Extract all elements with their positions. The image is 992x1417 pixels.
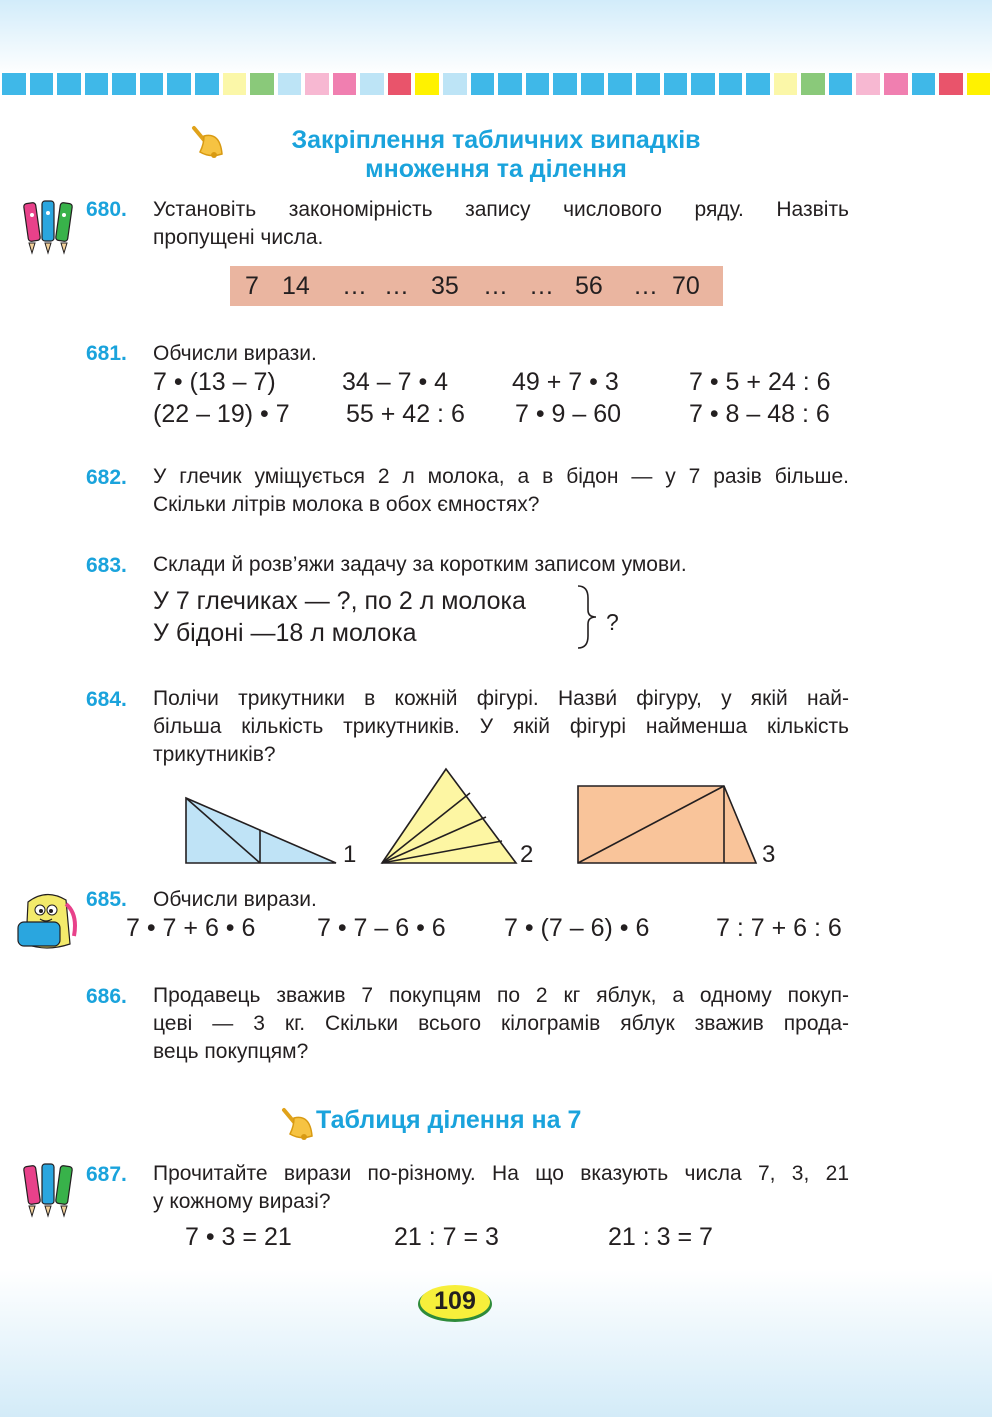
strip-cell xyxy=(663,72,689,96)
strip-cell xyxy=(56,72,82,96)
curly-brace xyxy=(574,584,600,650)
strip-cell xyxy=(497,72,523,96)
exercise-684-text xyxy=(153,685,849,769)
strip-cell xyxy=(745,72,771,96)
exercise-681-title: Обчисли вирази. xyxy=(153,342,317,365)
exercise-686-line3: вець покупцям? xyxy=(153,1040,309,1063)
exercise-684-line3: трикутників? xyxy=(153,743,276,766)
exercise-685-title: Обчисли вирази. xyxy=(153,888,317,911)
sequence-item: … xyxy=(483,272,508,300)
strip-cell xyxy=(166,72,192,96)
number-sequence xyxy=(230,266,723,306)
strip-cell xyxy=(359,72,385,96)
exercise-680-text xyxy=(153,196,849,252)
strip-cell xyxy=(580,72,606,96)
strip-cell xyxy=(635,72,661,96)
exercise-687-line2: у кожному виразі? xyxy=(153,1190,331,1213)
exercise-680-line2: пропущені числа. xyxy=(153,226,324,249)
expression-681-2-3: 7 • 9 – 60 xyxy=(515,400,622,428)
sequence-item: 56 xyxy=(575,272,603,300)
strip-cell xyxy=(249,72,275,96)
strip-cell xyxy=(855,72,881,96)
expression-685-1: 7 • 7 + 6 • 6 xyxy=(126,914,256,942)
condition-line1: У 7 глечиках — ?, по 2 л молока xyxy=(153,587,526,615)
expression-681-2-1: (22 – 19) • 7 xyxy=(153,400,290,428)
exercise-686-line2: цеві — 3 кг. Скільки всього кілограмів яблук зважив прода- xyxy=(153,1012,849,1035)
exercise-number-686: 686. xyxy=(86,985,127,1008)
expression-681-1-4: 7 • 5 + 24 : 6 xyxy=(689,368,831,396)
strip-cell xyxy=(194,72,220,96)
strip-cell xyxy=(911,72,937,96)
strip-cell xyxy=(139,72,165,96)
sequence-item: 35 xyxy=(431,272,459,300)
figure-label-2: 2 xyxy=(520,841,534,868)
exercise-number-687: 687. xyxy=(86,1163,127,1186)
strip-cell xyxy=(883,72,909,96)
exercise-682-line1: У глечик уміщується 2 л молока, а в бідон — у 7 разів більше. xyxy=(153,465,849,488)
pencils-icon xyxy=(20,197,82,255)
strip-cell xyxy=(607,72,633,96)
strip-cell xyxy=(332,72,358,96)
exercise-number-683: 683. xyxy=(86,554,127,577)
strip-cell xyxy=(29,72,55,96)
expression-685-2: 7 • 7 – 6 • 6 xyxy=(317,914,446,942)
expression-685-3: 7 • (7 – 6) • 6 xyxy=(504,914,650,942)
expression-687-2: 21 : 7 = 3 xyxy=(394,1223,499,1251)
expression-681-2-4: 7 • 8 – 48 : 6 xyxy=(689,400,830,428)
figure-label-3: 3 xyxy=(762,841,776,868)
exercise-686-text xyxy=(153,982,849,1066)
exercise-number-684: 684. xyxy=(86,688,127,711)
strip-cell xyxy=(414,72,440,96)
figure-label-1: 1 xyxy=(343,841,357,868)
exercise-682-line2: Скільки літрів молока в обох ємностях? xyxy=(153,493,540,516)
bell-icon xyxy=(280,1104,314,1142)
exercise-number-682: 682. xyxy=(86,466,127,489)
strip-cell xyxy=(442,72,468,96)
exercise-680-line1: Установіть закономірність запису числового ряду. Назвіть xyxy=(153,198,849,221)
strip-cell xyxy=(470,72,496,96)
section-title-line2: множення та ділення xyxy=(365,155,627,183)
strip-cell xyxy=(938,72,964,96)
strip-cell xyxy=(773,72,799,96)
exercise-684-line2: більша кількість трикутників. У якій фігурі найменша кількість xyxy=(153,715,849,738)
strip-cell xyxy=(718,72,744,96)
exercise-number-685: 685. xyxy=(86,888,127,911)
exercise-687-line1: Прочитайте вирази по-різному. На що вказують числа 7, 3, 21 xyxy=(153,1162,849,1185)
strip-cell xyxy=(222,72,248,96)
strip-cell xyxy=(966,72,992,96)
strip-cell xyxy=(84,72,110,96)
strip-cell xyxy=(277,72,303,96)
sequence-item: … xyxy=(633,272,658,300)
exercise-number-680: 680. xyxy=(86,198,127,221)
expression-681-1-2: 34 – 7 • 4 xyxy=(342,368,449,396)
exercise-686-line1: Продавець зважив 7 покупцям по 2 кг яблук, а одному покуп- xyxy=(153,984,849,1007)
expression-681-1-1: 7 • (13 – 7) xyxy=(153,368,276,396)
header-color-strip xyxy=(0,72,992,99)
figure-2 xyxy=(382,769,516,863)
strip-cell xyxy=(525,72,551,96)
section-title xyxy=(0,126,992,184)
strip-cell xyxy=(304,72,330,96)
exercise-682-text xyxy=(153,463,849,519)
exercise-number-681: 681. xyxy=(86,342,127,365)
strip-cell xyxy=(111,72,137,96)
figure-1 xyxy=(186,798,336,863)
exercise-684-line1: Полічи трикутники в кожній фігурі. Назви́ фігуру, у якій най- xyxy=(153,687,849,710)
strip-cell xyxy=(387,72,413,96)
sequence-item: … xyxy=(384,272,409,300)
page-number: 109 xyxy=(434,1287,476,1315)
strip-cell xyxy=(552,72,578,96)
figure-3 xyxy=(578,786,756,863)
expression-685-4: 7 : 7 + 6 : 6 xyxy=(716,914,842,942)
strip-cell xyxy=(1,72,27,96)
pencils-icon xyxy=(20,1160,82,1218)
strip-cell xyxy=(828,72,854,96)
expression-681-1-3: 49 + 7 • 3 xyxy=(512,368,619,396)
strip-cell xyxy=(690,72,716,96)
condition-line2: У бідоні —18 л молока xyxy=(153,619,417,647)
condition-question: ? xyxy=(606,609,619,635)
expression-681-2-2: 55 + 42 : 6 xyxy=(346,400,465,428)
section-title-2: Таблиця ділення на 7 xyxy=(316,1106,582,1134)
sequence-item: … xyxy=(529,272,554,300)
sequence-item: 14 xyxy=(282,272,310,300)
exercise-687-text xyxy=(153,1160,849,1216)
triangle-figures xyxy=(180,765,800,875)
exercise-683-title: Склади й розв’яжи задачу за коротким записом умови. xyxy=(153,553,687,576)
expression-687-1: 7 • 3 = 21 xyxy=(185,1223,292,1251)
section-title-line1: Закріплення табличних випадків xyxy=(291,126,701,154)
sequence-item: 70 xyxy=(672,272,700,300)
sequence-item: … xyxy=(342,272,367,300)
expression-687-3: 21 : 3 = 7 xyxy=(608,1223,713,1251)
sequence-item: 7 xyxy=(245,272,259,300)
strip-cell xyxy=(800,72,826,96)
backpack-icon xyxy=(16,890,80,952)
